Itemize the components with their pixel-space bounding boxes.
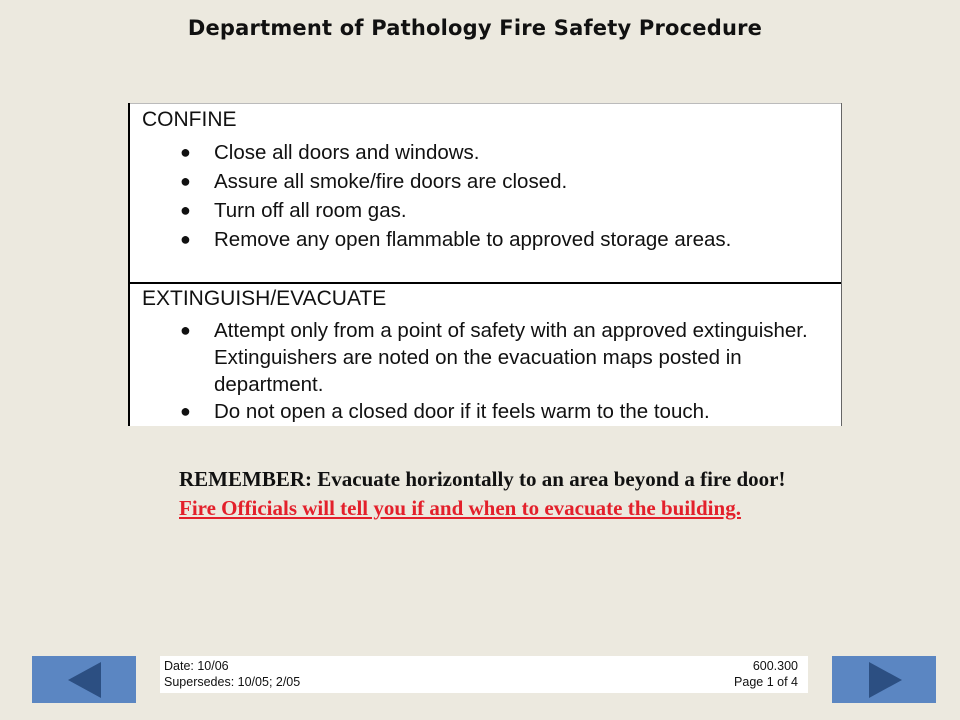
page-title: Department of Pathology Fire Safety Procedure [187,16,763,40]
footer-doc-number: 600.300 [752,659,798,673]
bullet-icon: ● [180,320,191,340]
procedure-table [128,103,842,426]
fire-officials-warning: Fire Officials will tell you if and when to evacuate the building. [179,496,741,520]
bullet-icon: ● [180,401,191,421]
list-item [130,196,841,225]
extinguish-evacuate-list [130,317,841,425]
table-top-border [130,103,841,104]
confine-heading: CONFINE [142,108,237,131]
extinguish-evacuate-section [130,284,841,426]
list-item-text: Remove any open flammable to approved storage areas. [214,228,732,251]
confine-list [130,138,841,254]
list-item [130,167,841,196]
remember-text: REMEMBER: Evacuate horizontally to an area beyond a fire door! [179,467,786,491]
footer-right [734,658,798,690]
list-item [130,225,841,254]
document-footer [160,656,808,693]
footer-date: Date: 10/06 [164,659,229,673]
right-triangle-icon [867,661,903,699]
next-slide-button[interactable] [832,656,936,703]
footer-supersedes: Supersedes: 10/05; 2/05 [164,675,301,689]
confine-section [130,105,841,284]
remember-note [179,465,859,523]
list-item [130,138,841,167]
bullet-icon: ● [180,171,191,191]
bullet-icon: ● [180,200,191,220]
extinguish-evacuate-heading: EXTINGUISH/EVACUATE [142,287,387,310]
previous-slide-button[interactable] [32,656,136,703]
footer-page-number: Page 1 of 4 [734,675,798,689]
list-item [130,317,841,398]
list-item-text: Turn off all room gas. [214,199,407,222]
bullet-icon: ● [180,142,191,162]
list-item-text: Do not open a closed door if it feels warm to the touch. [214,400,710,423]
list-item-text: Close all doors and windows. [214,141,480,164]
list-item-text: Assure all smoke/fire doors are closed. [214,170,568,193]
left-triangle-icon [67,661,103,699]
list-item-text: Attempt only from a point of safety with an approved extinguisher. Extinguishers are noted on the evacuation maps posted in department. [214,319,808,396]
footer-left [164,658,300,690]
bullet-icon: ● [180,229,191,249]
list-item [130,398,841,425]
